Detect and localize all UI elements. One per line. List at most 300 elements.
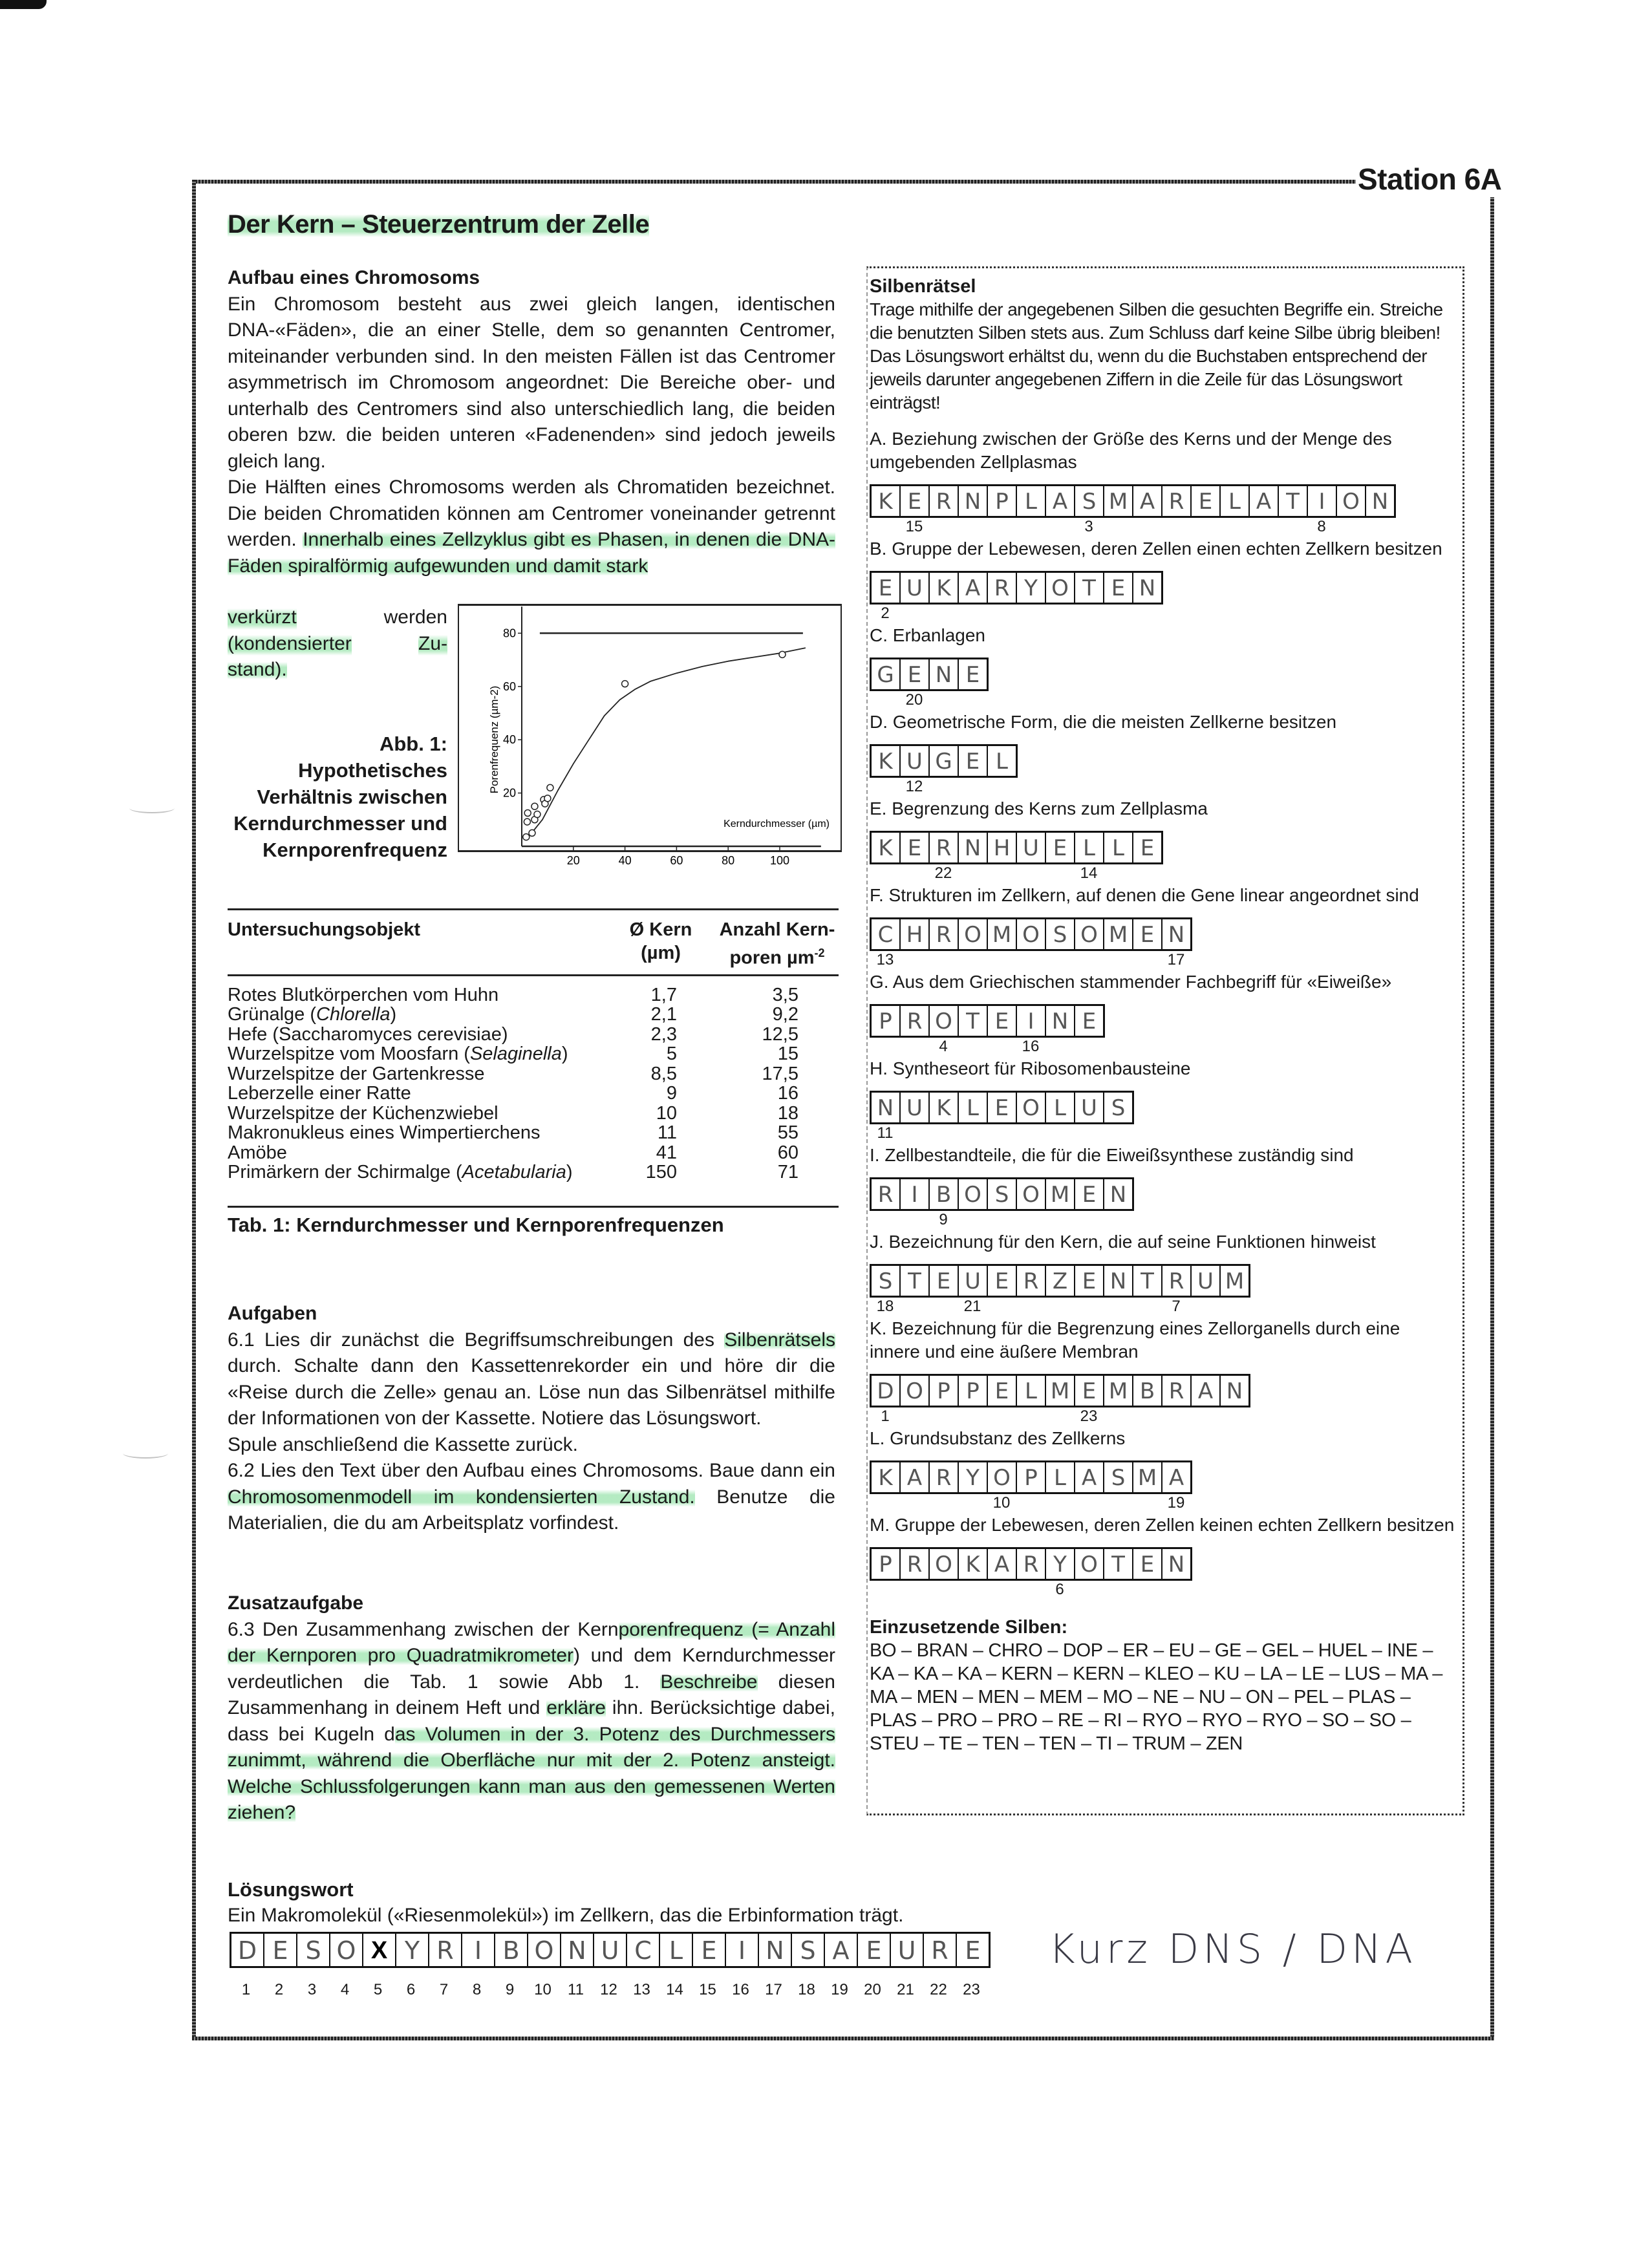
answer-cell[interactable]: O: [1075, 1549, 1104, 1579]
answer-cell[interactable]: L: [1017, 1376, 1046, 1406]
solution-cell[interactable]: L: [660, 1934, 693, 1966]
answer-cell[interactable]: N: [1168, 1552, 1185, 1578]
cell-index-number: 19: [1167, 1494, 1185, 1512]
solution-cell[interactable]: B: [495, 1934, 528, 1966]
answer-cell[interactable]: M: [1046, 1179, 1075, 1209]
header-superscript: -2: [814, 947, 825, 959]
solution-cell-number: 20: [864, 1981, 881, 1998]
answer-cell[interactable]: L: [1046, 1093, 1075, 1122]
answer-cell[interactable]: T: [1133, 1266, 1162, 1296]
solution-cell[interactable]: A: [825, 1934, 858, 1966]
syllables-list: BO – BRAN – CHRO – DOP – ER – EU – GE – GEL – HUEL – INE – KA – KA – KA – KERN – KERN – KLEO – KU – LA – LE – LUS – MA – MA – MEN – MEN – MEM – MO – NE – NU – ON – PEL – PLAS – PLAS – PRO – PRO – RE – RI – RYO – RYO – RYO – SO – SO – STEU – TE – TEN – TEN – TI – TRUM – ZEN: [870, 1640, 1443, 1754]
object-name: Wurzelspitze der Küchenzwiebel: [228, 1102, 498, 1124]
chart-y-axis-label: Porenfrequenz (µm-2): [488, 685, 500, 794]
answer-cell[interactable]: S: [1104, 1462, 1133, 1492]
solution-cell[interactable]: E: [264, 1934, 297, 1966]
answer-cell[interactable]: T: [901, 1266, 930, 1296]
answer-cell[interactable]: E: [988, 1093, 1017, 1122]
frame-border-left: [192, 180, 196, 2040]
answer-cell[interactable]: E: [1075, 1179, 1104, 1209]
solution-cell[interactable]: I: [726, 1934, 759, 1966]
puzzle-question: [870, 970, 1455, 1057]
puzzle-question: [870, 1144, 1455, 1230]
cell-index-number: 23: [1080, 1407, 1098, 1425]
answer-cell[interactable]: E: [901, 833, 930, 862]
table-cell-pores: 55: [777, 1122, 798, 1144]
answer-cell[interactable]: M: [1104, 486, 1133, 516]
answer-cell[interactable]: I: [901, 1179, 930, 1209]
answer-cell[interactable]: M: [1104, 1376, 1133, 1406]
answer-cell[interactable]: E: [988, 1376, 1017, 1406]
answer-grid: [870, 571, 1163, 604]
answer-cell[interactable]: A: [1046, 486, 1075, 516]
chart-data-point: [534, 811, 541, 818]
object-name-tail: ): [390, 1004, 397, 1025]
answer-cell[interactable]: Y: [1017, 573, 1046, 603]
solution-cell[interactable]: U: [891, 1934, 924, 1966]
answer-cell[interactable]: G: [872, 659, 901, 689]
solution-cell[interactable]: N: [561, 1934, 594, 1966]
cell-index-number: 1: [881, 1407, 890, 1425]
question-label: I. Zellbestandteile, die für die Eiweißsynthese zuständig sind: [870, 1145, 1354, 1165]
question-label: D. Geometrische Form, die die meisten Zellkerne besitzen: [870, 712, 1337, 732]
table-rule-bottom: [228, 1206, 839, 1208]
solution-cell[interactable]: U: [594, 1934, 627, 1966]
answer-cell[interactable]: B: [1133, 1376, 1162, 1406]
answer-cell[interactable]: R: [872, 1179, 901, 1209]
punch-hole-mark: [129, 803, 175, 813]
object-name: Grünalge (: [228, 1004, 317, 1025]
answer-cell[interactable]: U: [901, 746, 930, 776]
table-row: [228, 1123, 839, 1143]
table-cell-object: [228, 1044, 606, 1064]
task-text: 6.2 Lies den Text über den Aufbau eines Chromosoms. Baue dann ein: [228, 1460, 835, 1481]
table-cell-diameter: 41: [656, 1142, 677, 1163]
answer-grid: [870, 1374, 1250, 1407]
table-row: [228, 1162, 839, 1182]
puzzle-question: [870, 1057, 1455, 1144]
question-label: A. Beziehung zwischen der Größe des Kerns und der Menge des umgebenden Zellplasmas: [870, 429, 1392, 472]
answer-cell[interactable]: P: [959, 1376, 988, 1406]
solution-title: Lösungswort: [228, 1878, 354, 1901]
answer-cell[interactable]: Z: [1046, 1266, 1075, 1296]
answer-cell[interactable]: Y: [959, 1462, 988, 1492]
cell-index-number: 9: [939, 1211, 948, 1228]
answer-cell[interactable]: D: [872, 1376, 901, 1406]
answer-cell[interactable]: K: [930, 1093, 959, 1122]
solution-cell[interactable]: E: [858, 1934, 891, 1966]
table-cell-pores: 16: [777, 1083, 798, 1104]
answer-cell[interactable]: K: [872, 1462, 901, 1492]
answer-cell[interactable]: K: [959, 1549, 988, 1579]
highlighted-text: Zu-: [418, 631, 447, 658]
answer-cell[interactable]: A: [1192, 1376, 1221, 1406]
solution-cell[interactable]: S: [792, 1934, 825, 1966]
cell-index-number: 21: [963, 1298, 981, 1315]
answer-cell[interactable]: A: [901, 1462, 930, 1492]
cell-index-number: 6: [1055, 1581, 1064, 1598]
answer-cell[interactable]: I: [1308, 486, 1337, 516]
table-cell-diameter: 9: [666, 1083, 677, 1104]
table-header-diameter: [606, 913, 716, 976]
answer-cell[interactable]: P: [1017, 1462, 1046, 1492]
cell-index-number: 22: [934, 864, 952, 882]
answer-cell[interactable]: R: [901, 1549, 930, 1579]
answer-cell[interactable]: U: [1192, 1266, 1221, 1296]
chart-line-trend: [530, 648, 806, 835]
answer-cell[interactable]: K: [872, 833, 901, 862]
table-rule-mid: [228, 974, 839, 976]
object-name: Hefe (Saccharomyces cerevisiae): [228, 1023, 508, 1045]
answer-cell[interactable]: A: [1168, 1465, 1184, 1491]
answer-cell[interactable]: M: [1133, 1462, 1162, 1492]
answer-cell[interactable]: S: [1075, 486, 1104, 516]
answer-cell[interactable]: E: [1192, 486, 1221, 516]
highlighted-text: as Volumen in der 3. Potenz des Durchmessers zunimmt, während die Oberfläche nur mit der 2. Potenz ansteigt. Welche Schlussfolgerungen kann man aus den gemessenen Werten ziehen?: [228, 1723, 835, 1823]
chart-y-tick-label: 40: [502, 733, 516, 747]
table-cell-pores: 60: [777, 1142, 798, 1163]
chart-data-point: [529, 829, 535, 836]
solution-cell[interactable]: O: [330, 1934, 363, 1966]
highlighted-text: Beschreibe: [660, 1671, 758, 1693]
answer-cell[interactable]: R: [930, 833, 959, 862]
answer-cell-numbers: [870, 691, 1455, 711]
solution-cell-number: 4: [340, 1981, 350, 1998]
object-latin-name: Chlorella: [316, 1004, 391, 1025]
answer-cell[interactable]: O: [1017, 1179, 1046, 1209]
answer-cell[interactable]: M: [1046, 1376, 1075, 1406]
answer-cell[interactable]: N: [1168, 922, 1185, 948]
puzzle-title: Silbenrätsel: [870, 276, 976, 297]
answer-cell[interactable]: O: [1046, 573, 1075, 603]
cell-index-number: 8: [1317, 518, 1326, 535]
cell-index-number: 15: [905, 518, 923, 535]
table-cell-object: [228, 1005, 606, 1025]
question-label: E. Begrenzung des Kerns zum Zellplasma: [870, 798, 1208, 818]
answer-cell[interactable]: P: [988, 486, 1017, 516]
task-6-1-rewind: Spule anschließend die Kassette zurück.: [228, 1433, 578, 1455]
answer-cell[interactable]: A: [1075, 1462, 1104, 1492]
answer-cell[interactable]: Y: [1046, 1549, 1075, 1579]
question-label: J. Bezeichnung für den Kern, die auf seine Funktionen hinweist: [870, 1232, 1376, 1252]
solution-cell-number: 2: [274, 1981, 284, 1998]
answer-cell[interactable]: L: [1046, 1462, 1075, 1492]
table-cell-diameter: 2,3: [650, 1023, 677, 1045]
table-header-object: Untersuchungsobjekt: [228, 919, 421, 940]
table-row: [228, 1025, 839, 1045]
solution-cell-number: 3: [307, 1981, 317, 1998]
object-name: Wurzelspitze vom Moosfarn (: [228, 1043, 470, 1065]
answer-cell[interactable]: O: [930, 1549, 959, 1579]
answer-cell[interactable]: L: [1104, 833, 1133, 862]
solution-cell[interactable]: C: [627, 1934, 660, 1966]
answer-cell[interactable]: O: [959, 1179, 988, 1209]
answer-cell[interactable]: A: [988, 1549, 1017, 1579]
answer-cell[interactable]: N: [1226, 1378, 1243, 1404]
answer-cell[interactable]: U: [901, 1093, 930, 1122]
answer-grid: [870, 1264, 1250, 1298]
answer-cell[interactable]: H: [988, 833, 1017, 862]
answer-grid: [870, 831, 1163, 864]
answer-cell[interactable]: P: [872, 1549, 901, 1579]
table-cell-object: [228, 1143, 606, 1163]
answer-cell[interactable]: N: [1046, 1006, 1075, 1036]
answer-cell[interactable]: E: [965, 662, 980, 688]
puzzle-question: [870, 1514, 1455, 1600]
object-name: Leberzelle einer Ratte: [228, 1083, 411, 1104]
answer-cell[interactable]: E: [1133, 1549, 1162, 1579]
highlighted-text: verkürzt: [228, 604, 297, 631]
chart-data-point: [524, 810, 531, 817]
answer-cell[interactable]: O: [1337, 486, 1366, 516]
answer-cell[interactable]: A: [959, 573, 988, 603]
table-header-pores: [716, 913, 839, 976]
puzzle-intro: Trage mithilfe der angegebenen Silben die gesuchten Begriffe ein. Streiche die benutzten Silben stets aus. Zum Schluss darf keine Silbe übrig bleiben! Das Lösungswort erhältst du, wenn du die Buchstaben entsprechend der jeweils darunter angegebenen Ziffern in die Zeile für das Lösungswort einträgst!: [870, 299, 1443, 412]
answer-cell[interactable]: L: [1221, 486, 1250, 516]
answer-cell[interactable]: O: [1017, 919, 1046, 949]
answer-cell[interactable]: K: [930, 573, 959, 603]
answer-cell[interactable]: O: [959, 919, 988, 949]
chromosome-paragraph-2-text: Die Hälften eines Chromosoms werden als Chromatiden bezeichnet. Die beiden Chromatiden können am Centromer voneinander getrennt werden.: [228, 476, 835, 550]
answer-cell[interactable]: L: [996, 749, 1008, 775]
solution-cell-number: 8: [472, 1981, 482, 1998]
question-label: B. Gruppe der Lebewesen, deren Zellen einen echten Zellkern besitzen: [870, 539, 1442, 559]
answer-cell[interactable]: R: [930, 919, 959, 949]
answer-cell-numbers: [870, 1038, 1455, 1057]
chart-data-point: [622, 681, 628, 687]
question-label: C. Erbanlagen: [870, 625, 986, 645]
puzzle-question: [870, 427, 1455, 537]
page-title-text: Der Kern – Steuerzentrum der Zelle: [228, 210, 650, 239]
answer-cell[interactable]: T: [1279, 486, 1308, 516]
answer-cell[interactable]: R: [1017, 1549, 1046, 1579]
table-rule-top: [228, 908, 839, 910]
answer-cell[interactable]: E: [1133, 919, 1162, 949]
answer-cell[interactable]: L: [1075, 833, 1104, 862]
table-cell-pores: 3,5: [772, 984, 798, 1005]
answer-cell[interactable]: R: [930, 486, 959, 516]
answer-cell[interactable]: E: [901, 486, 930, 516]
answer-cell[interactable]: N: [959, 486, 988, 516]
answer-cell[interactable]: S: [872, 1266, 901, 1296]
chart-y-tick-label: 20: [502, 786, 516, 800]
answer-cell[interactable]: R: [901, 1006, 930, 1036]
solution-word-grid: [230, 1932, 991, 1968]
object-name: Makronukleus eines Wimpertierchens: [228, 1122, 541, 1144]
question-label: G. Aus dem Griechischen stammender Fachbegriff für «Eiweiße»: [870, 972, 1392, 992]
table-cell-diameter: 8,5: [650, 1063, 677, 1084]
task-text: ) und dem Kerndurchmesser verdeutlichen die Tab. 1 sowie Abb 1.: [228, 1645, 835, 1693]
answer-cell[interactable]: R: [1162, 486, 1192, 516]
answer-cell-numbers: [870, 1124, 1455, 1144]
answer-cell-numbers: [870, 1298, 1455, 1317]
answer-cell[interactable]: E: [1104, 573, 1133, 603]
cell-index-number: 10: [992, 1494, 1011, 1512]
answer-cell[interactable]: O: [1017, 1093, 1046, 1122]
answer-cell[interactable]: G: [930, 746, 959, 776]
answer-cell[interactable]: R: [988, 573, 1017, 603]
highlighted-text: Chromosomenmodell im kondensierten Zustand.: [228, 1486, 695, 1508]
chart-x-tick-label: 40: [618, 854, 632, 867]
answer-cell[interactable]: E: [988, 1266, 1017, 1296]
solution-cell[interactable]: R: [429, 1934, 462, 1966]
cell-index-number: 13: [876, 951, 894, 968]
answer-cell[interactable]: N: [872, 1093, 901, 1122]
answer-cell[interactable]: O: [988, 1462, 1017, 1492]
solution-cell[interactable]: Y: [396, 1934, 429, 1966]
answer-cell[interactable]: K: [872, 746, 901, 776]
table-cell-pores: 71: [777, 1162, 798, 1183]
syllables-title: Einzusetzende Silben:: [870, 1617, 1068, 1638]
answer-cell[interactable]: T: [959, 1006, 988, 1036]
answer-cell[interactable]: U: [1017, 833, 1046, 862]
table-cell-object: [228, 1162, 606, 1182]
answer-cell-numbers: [870, 1494, 1455, 1514]
extra-task-section: [228, 1590, 835, 1826]
solution-cell-number: 23: [963, 1981, 980, 1998]
answer-grid: [870, 484, 1396, 518]
answer-cell[interactable]: E: [1082, 1009, 1097, 1034]
answer-cell[interactable]: O: [1075, 919, 1104, 949]
chart-x-tick-label: 20: [566, 854, 580, 867]
figure-caption: Abb. 1: Hypothetisches Verhältnis zwischen Kerndurchmesser und Kernporenfrequenz: [233, 733, 447, 861]
answer-cell[interactable]: U: [959, 1266, 988, 1296]
answer-cell[interactable]: C: [872, 919, 901, 949]
solution-cell-number: 6: [406, 1981, 416, 1998]
task-6-3: [228, 1617, 835, 1826]
answer-cell[interactable]: E: [930, 1266, 959, 1296]
answer-cell[interactable]: R: [930, 1462, 959, 1492]
table-cell-pores: 17,5: [762, 1063, 798, 1084]
table-header-row: [228, 913, 839, 976]
answer-cell[interactable]: R: [1017, 1266, 1046, 1296]
answer-cell[interactable]: O: [901, 1376, 930, 1406]
answer-cell[interactable]: E: [959, 746, 988, 776]
answer-cell[interactable]: N: [1371, 489, 1389, 515]
cell-index-number: 11: [877, 1124, 894, 1142]
answer-cell-numbers: [870, 518, 1455, 537]
nucleus-table: [228, 913, 839, 1182]
answer-cell[interactable]: S: [1046, 919, 1075, 949]
task-text: durch. Schalte dann den Kassettenrekorder ein und höre dir die «Reise durch die Zelle» genau an. Löse nun das Silbenrätsel mithilfe der Informationen von der Kassette. Notiere das Lösungswort.: [228, 1355, 835, 1429]
answer-cell[interactable]: P: [872, 1006, 901, 1036]
cell-index-number: 3: [1084, 518, 1093, 535]
solution-cell[interactable]: N: [759, 1934, 792, 1966]
table-cell-pores: 15: [777, 1043, 798, 1065]
answer-cell[interactable]: A: [1133, 486, 1162, 516]
solution-cell[interactable]: O: [528, 1934, 561, 1966]
answer-cell[interactable]: S: [1111, 1095, 1126, 1121]
task-text: 6.1 Lies dir zunächst die Begriffsumschreibungen des: [228, 1329, 725, 1351]
table-cell-diameter: 10: [656, 1102, 677, 1124]
answer-cell[interactable]: N: [1109, 1182, 1127, 1208]
highlighted-text: (kondensierter: [228, 631, 352, 658]
object-name-tail: ): [566, 1162, 573, 1183]
solution-cell-number: 17: [765, 1981, 782, 1998]
answer-cell[interactable]: E: [1075, 1376, 1104, 1406]
solution-cell[interactable]: E: [693, 1934, 726, 1966]
task-text: diesen Zusammenhang in deinem Heft und: [228, 1671, 835, 1718]
answer-cell[interactable]: L: [959, 1093, 988, 1122]
answer-cell-numbers: [870, 1407, 1455, 1427]
cell-index-number: 18: [876, 1298, 894, 1315]
answer-cell[interactable]: E: [1046, 833, 1075, 862]
chart-data-point: [524, 818, 530, 825]
answer-cell[interactable]: H: [901, 919, 930, 949]
extra-task-heading: Zusatzaufgabe: [228, 1592, 364, 1614]
solution-cell[interactable]: I: [462, 1934, 495, 1966]
solution-cell-number: 13: [633, 1981, 650, 1998]
table-row: [228, 1044, 839, 1064]
chart-data-point: [544, 795, 551, 802]
answer-cell[interactable]: U: [1075, 1093, 1104, 1122]
solution-cell[interactable]: S: [297, 1934, 330, 1966]
answer-cell[interactable]: T: [1075, 573, 1104, 603]
header-line: Ø Kern: [629, 919, 692, 940]
table-row: [228, 1084, 839, 1104]
answer-cell[interactable]: E: [872, 573, 901, 603]
header-line: (µm): [641, 943, 681, 963]
chart-data-point: [531, 803, 538, 809]
answer-cell[interactable]: T: [1104, 1549, 1133, 1579]
solution-cell[interactable]: R: [924, 1934, 957, 1966]
solution-cell-number: 11: [568, 1981, 584, 1998]
solution-cell[interactable]: E: [965, 1936, 981, 1965]
answer-cell[interactable]: N: [959, 833, 988, 862]
solution-cell-number: 10: [534, 1981, 552, 1998]
cell-index-number: 16: [1022, 1038, 1040, 1055]
answer-cell[interactable]: A: [1250, 486, 1279, 516]
solution-cell-number: 5: [373, 1981, 383, 1998]
frame-border-right: [1490, 197, 1494, 2040]
cell-index-number: 4: [939, 1038, 948, 1055]
solution-cell[interactable]: X: [363, 1934, 396, 1966]
answer-cell[interactable]: O: [930, 1006, 959, 1036]
puzzle-question: [870, 1427, 1455, 1514]
answer-cell[interactable]: N: [930, 659, 959, 689]
answer-cell[interactable]: B: [930, 1179, 959, 1209]
answer-cell[interactable]: M: [1104, 919, 1133, 949]
object-name: Rotes Blutkörperchen vom Huhn: [228, 984, 499, 1005]
answer-cell[interactable]: K: [872, 486, 901, 516]
answer-cell[interactable]: L: [1017, 486, 1046, 516]
answer-cell[interactable]: I: [1017, 1006, 1046, 1036]
answer-cell[interactable]: N: [1104, 1266, 1133, 1296]
answer-cell-numbers: [870, 1211, 1455, 1230]
task-text: ihn. Berücksichtige dabei, dass bei Kugeln d: [228, 1697, 835, 1745]
answer-cell[interactable]: U: [901, 573, 930, 603]
answer-cell[interactable]: E: [988, 1006, 1017, 1036]
solution-cell-number: 9: [505, 1981, 515, 1998]
highlighted-text: Silbenrätsels: [724, 1329, 835, 1351]
answer-cell[interactable]: E: [1075, 1266, 1104, 1296]
answer-cell[interactable]: R: [1162, 1376, 1192, 1406]
answer-cell[interactable]: E: [1140, 835, 1155, 861]
answer-cell[interactable]: E: [901, 659, 930, 689]
answer-cell[interactable]: N: [1139, 575, 1156, 601]
solution-cell-number: 7: [439, 1981, 449, 1998]
answer-cell[interactable]: R: [1162, 1266, 1192, 1296]
answer-cell[interactable]: P: [930, 1376, 959, 1406]
frame-border-top: [192, 180, 1356, 184]
solution-cell[interactable]: D: [231, 1934, 264, 1966]
answer-cell[interactable]: M: [988, 919, 1017, 949]
answer-grid: [870, 1004, 1105, 1038]
answer-cell[interactable]: S: [988, 1179, 1017, 1209]
chromosome-paragraph-3: [228, 604, 447, 683]
solution-numbers: [230, 1981, 988, 1999]
answer-cell[interactable]: M: [1225, 1268, 1245, 1294]
